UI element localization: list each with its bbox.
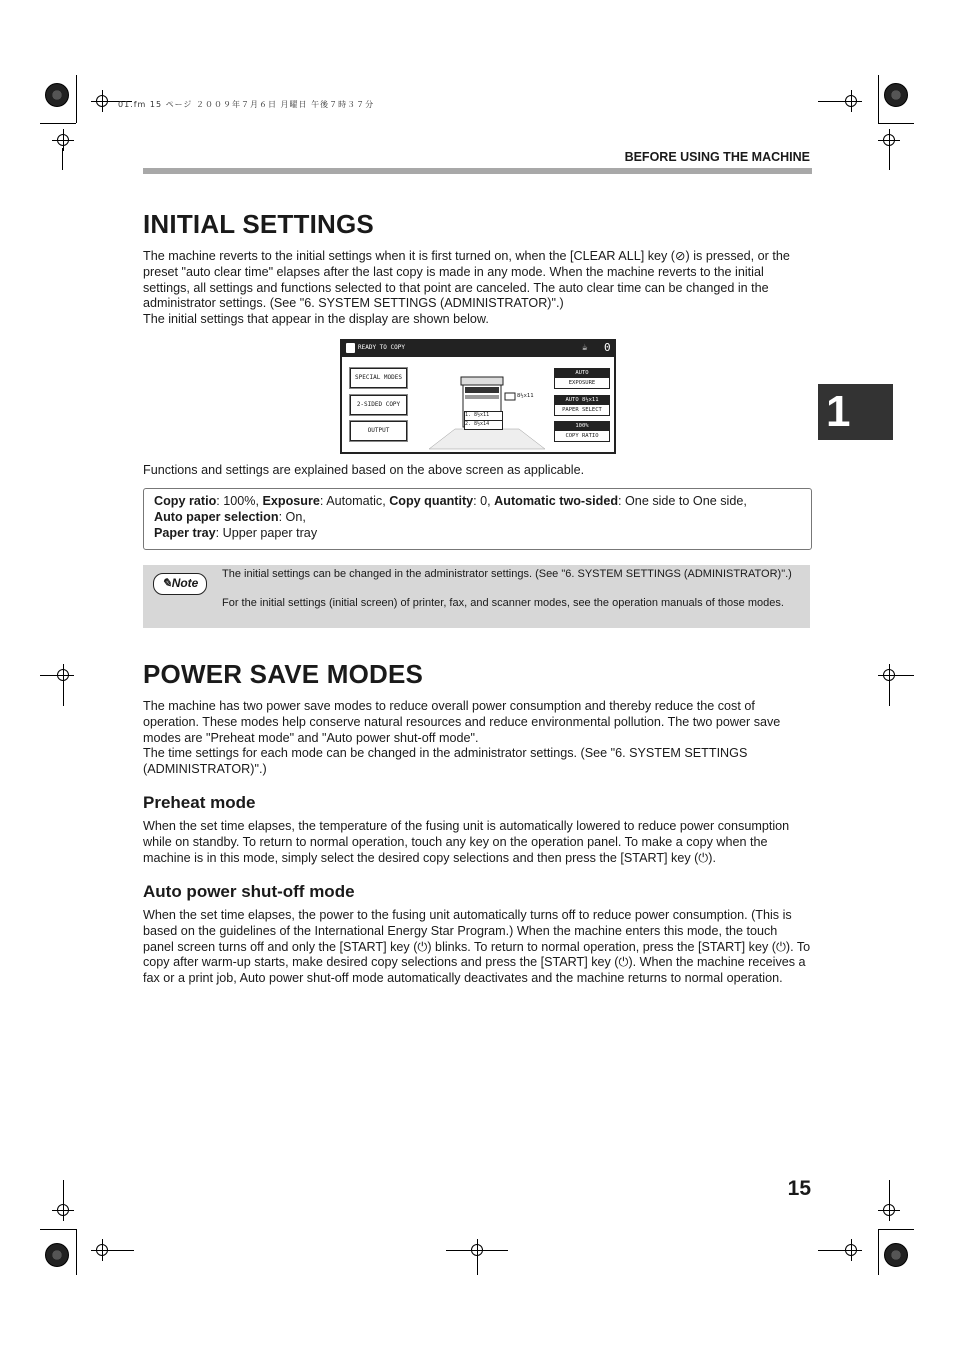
copy-count: 0	[604, 341, 611, 354]
copy-screen-illustration	[340, 339, 616, 454]
registration-mark-icon	[52, 1199, 74, 1221]
lcd-status-text: READY TO COPY	[358, 344, 405, 351]
registration-disc-icon	[45, 83, 69, 107]
registration-mark-icon	[878, 1199, 900, 1221]
section-heading-initial-settings: INITIAL SETTINGS	[143, 209, 374, 239]
registration-mark-icon	[840, 1239, 862, 1261]
paper-select-label: PAPER SELECT	[562, 407, 602, 413]
chapter-tab: 1	[818, 384, 893, 440]
copy-ratio-key[interactable]	[554, 421, 610, 442]
illustration-caption: Functions and settings are explained based on the above screen as applicable.	[143, 463, 585, 477]
settings-line-1	[154, 494, 801, 510]
page-number: 15	[787, 1177, 811, 1200]
setting-label: Copy ratio	[154, 494, 217, 508]
setting-label: Paper tray	[154, 525, 216, 540]
registration-mark-icon	[52, 129, 74, 151]
registration-mark-icon	[878, 664, 900, 686]
registration-disc-icon	[884, 1243, 908, 1267]
tray-1-selected[interactable]: 1. 8½x11	[464, 411, 503, 421]
copy-ratio-label: COPY RATIO	[565, 433, 599, 439]
setting-label: Exposure	[262, 494, 320, 508]
exposure-value: AUTO	[555, 369, 609, 378]
setting-value: : On,	[278, 509, 306, 524]
setting-label: Auto paper selection	[154, 509, 279, 524]
registration-mark-icon	[52, 664, 74, 686]
paper-select-value: AUTO 8½x11	[555, 396, 609, 405]
note-badge-label: Note	[171, 576, 199, 590]
setting-label: Copy quantity	[389, 494, 474, 508]
copy-ratio-value: 100%	[555, 422, 609, 431]
setting-value: : Upper paper tray	[215, 525, 318, 540]
special-modes-button[interactable]: SPECIAL MODES	[350, 368, 407, 388]
exposure-key[interactable]	[554, 368, 610, 389]
output-paper-size: 8½x11	[517, 393, 534, 399]
exposure-label: EXPOSURE	[568, 380, 596, 386]
pencil-icon: ✎	[161, 576, 172, 590]
setting-value: : 100%,	[216, 494, 263, 508]
initial-settings-paragraph: The machine reverts to the initial settings when it is first turned on, when the [CLEAR ALL] key (⊘) is pressed, or the preset "auto clear time" elapses after the last copy is made in any mode. When the machine reverts to the initial settings, all settings and functions selected to that point are canceled. The auto clear time can be changed in the administrator settings. (See "6. SYSTEM SETTINGS (ADMINISTRATOR)".)	[143, 249, 790, 311]
setting-value: : One side to One side,	[618, 494, 747, 508]
registration-mark-icon	[91, 90, 113, 112]
setting-label: Automatic two-sided	[494, 494, 619, 508]
note-badge	[153, 573, 207, 595]
lcd-status-bar	[342, 341, 614, 357]
preheat-paragraph: When the set time elapses, the temperature of the fusing unit is automatically lowered to reduce power consumption while on standby. To return to normal operation, touch any key on the operation panel. To make a copy when the machine is in this mode, simply select the desired copy selections and then press the [START] key (⏻).	[143, 819, 790, 865]
registration-disc-icon	[884, 83, 908, 107]
note-line-2: For the initial settings (initial screen) of printer, fax, and scanner modes, see the operation manuals of those modes.	[222, 597, 784, 609]
note-box	[143, 565, 810, 628]
running-header: BEFORE USING THE MACHINE	[624, 150, 810, 164]
setting-value: : 0,	[473, 494, 495, 508]
registration-mark-icon	[466, 1239, 488, 1261]
job-status-icon: ☕	[582, 343, 588, 353]
auto-power-off-paragraph: When the set time elapses, the power to the fusing unit automatically turns off to reduce power consumption. (This is based on the guidelines of the International Energy Star Program.) When the machine enters this mode, the touch panel screen turns off and only the [START] key (⏻) blinks. To return to normal operation, press the [START] key (⏻). To copy after warm-up starts, make desired copy selections and press the [START] key (⏻). When the machine receives a fax or a print job, Auto power shut-off mode automatically deactivates and the machine returns to normal operation.	[143, 908, 811, 986]
subheading-preheat-mode: Preheat mode	[143, 793, 256, 812]
copy-mode-icon	[346, 343, 355, 353]
note-line-1: The initial settings can be changed in the administrator settings. (See "6. SYSTEM SETTINGS (ADMINISTRATOR)".)	[222, 568, 792, 580]
initial-settings-intro: The initial settings that appear in the display are shown below.	[143, 312, 489, 326]
subheading-auto-power-off: Auto power shut-off mode	[143, 882, 355, 901]
registration-mark-icon	[840, 90, 862, 112]
setting-value: : Automatic,	[319, 494, 390, 508]
header-rule	[143, 168, 812, 174]
print-header: 01.fm 15 ページ ２００９年７月６日 月曜日 午後７時３７分	[118, 100, 375, 109]
settings-line-3	[154, 526, 801, 542]
settings-line-2	[154, 510, 801, 526]
power-save-time-paragraph: The time settings for each mode can be changed in the administrator settings. (See "6. SYSTEM SETTINGS (ADMINISTRATOR)".)	[143, 746, 748, 776]
initial-settings-box	[143, 488, 812, 550]
tray-2[interactable]: 2. 8½x14	[464, 420, 503, 430]
registration-mark-icon	[91, 1239, 113, 1261]
section-heading-power-save: POWER SAVE MODES	[143, 659, 424, 689]
two-sided-copy-button[interactable]: 2-SIDED COPY	[350, 395, 407, 415]
registration-disc-icon	[45, 1243, 69, 1267]
power-save-paragraph: The machine has two power save modes to reduce overall power consumption and thereby reduce the cost of operation. These modes help conserve natural resources and reduce environmental pollution. The two power save modes are "Preheat mode" and "Auto power shut-off mode".	[143, 699, 781, 745]
output-button[interactable]: OUTPUT	[350, 421, 407, 441]
paper-select-key[interactable]	[554, 395, 610, 416]
